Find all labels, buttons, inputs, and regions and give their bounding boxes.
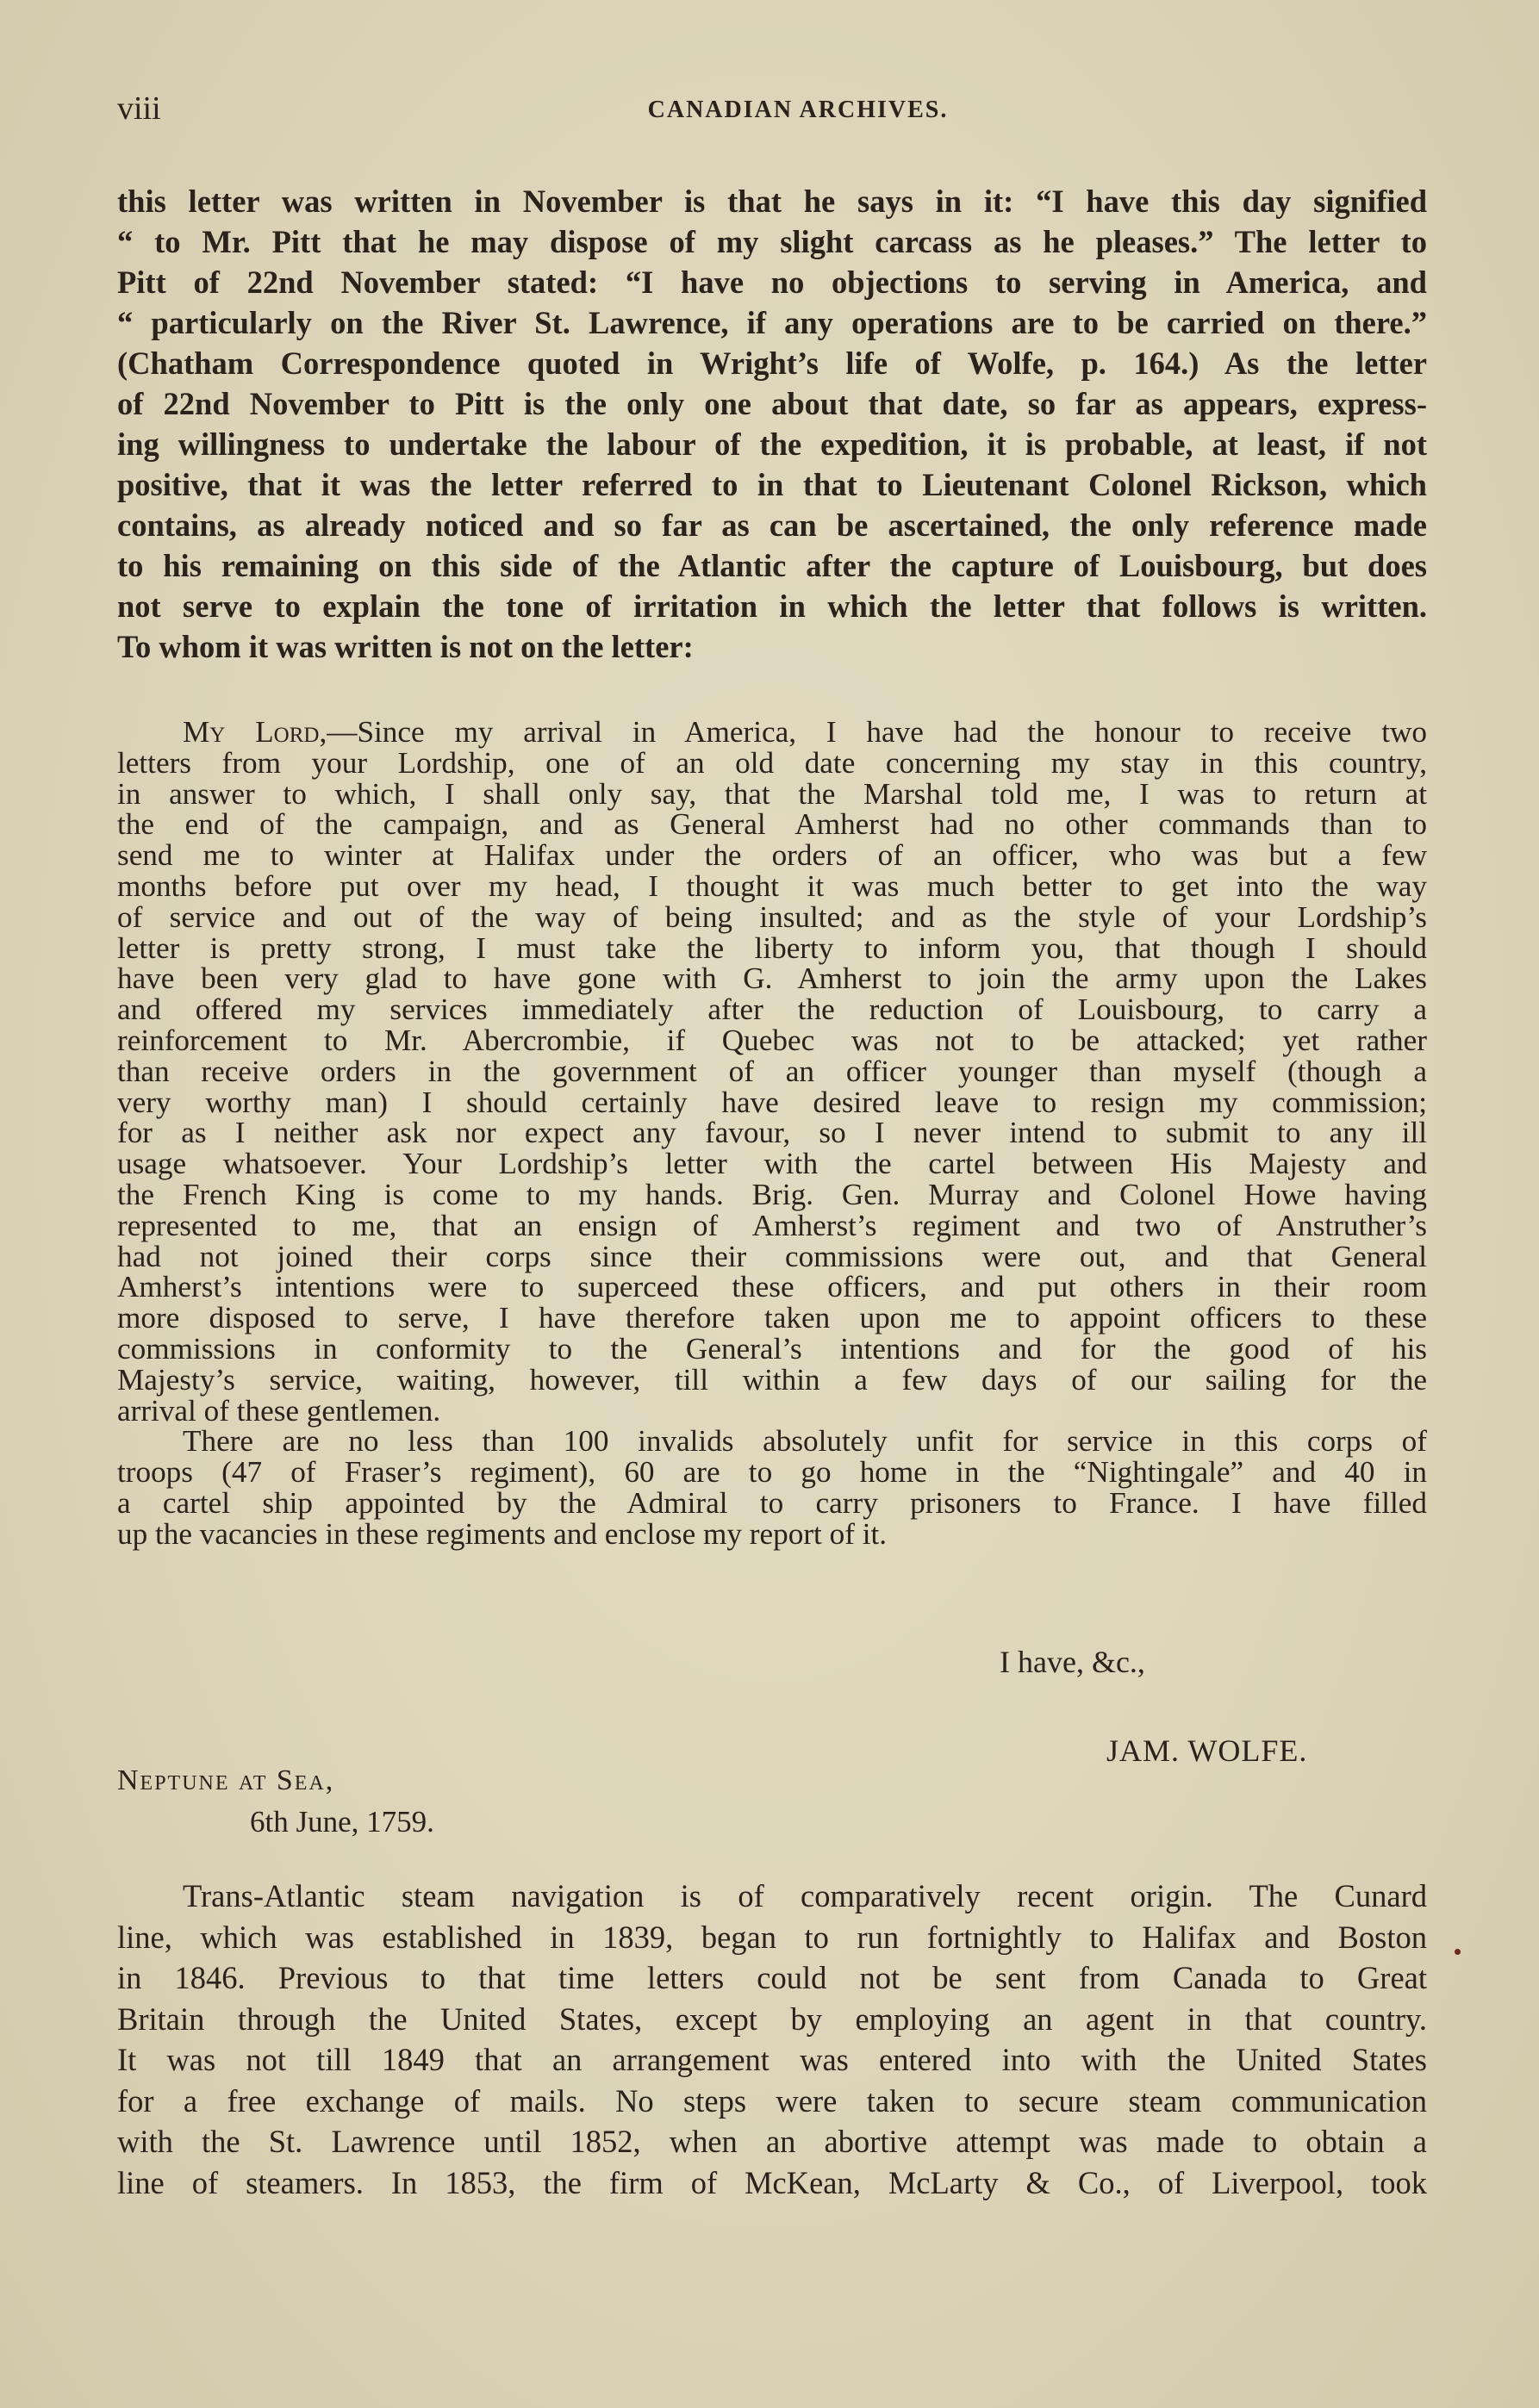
text-line: this letter was written in November is that he says in it: “I have this day signified [117, 184, 1427, 219]
letter-place: Neptune at Sea, [117, 1764, 335, 1796]
letter-line: Since my arrival in America, I have had the honour to receive two [357, 715, 1427, 749]
letter-line: reinforcement to Mr. Abercrombie, if Quebec was not to be attacked; yet rather [117, 1023, 1427, 1057]
text-line: contains, as already noticed and so far as can be ascertained, the only reference made [117, 507, 1427, 543]
letter-line: months before put over my head, I thought it was much better to get into the way [117, 868, 1427, 903]
text-line: Trans-Atlantic steam navigation is of comparatively recent origin. The Cunard [183, 1878, 1427, 1913]
text-line: line of steamers. In 1853, the firm of McKean, McLarty & Co., of Liverpool, took [117, 2164, 1427, 2200]
letter-line: letters from your Lordship, one of an old date concerning my stay in this country, [117, 745, 1427, 780]
letter-line: letter is pretty strong, I must take the liberty to inform you, that though I should [117, 930, 1427, 965]
ink-dot-mark [1455, 1949, 1461, 1955]
letter-signature: JAM. WOLFE. [1106, 1733, 1308, 1768]
letter-line: in answer to which, I shall only say, that the Marshal told me, I was to return at [117, 776, 1427, 811]
letter-line: the end of the campaign, and as General Amherst had no other commands than to [117, 807, 1427, 842]
letter-line: have been very glad to have gone with G. Amherst to join the army upon the Lakes [117, 961, 1427, 996]
letter-line: more disposed to serve, I have therefore taken upon me to appoint officers to these [117, 1301, 1427, 1335]
text-line: ing willingness to undertake the labour of the expedition, it is probable, at least, if not [117, 426, 1427, 462]
steam-navigation-paragraph [117, 1876, 1427, 2203]
letter-line: than receive orders in the government of an officer younger than myself (though a [117, 1054, 1427, 1088]
letter-line: usage whatsoever. Your Lordship’s letter with the cartel between His Majesty and [117, 1147, 1427, 1181]
text-line: for a free exchange of mails. No steps were taken to secure steam communication [117, 2082, 1427, 2119]
letter-line: very worthy man) I should certainly have desired leave to resign my commission; [117, 1085, 1427, 1119]
text-line: To whom it was written is not on the letter: [117, 629, 694, 664]
letter-line: send me to winter at Halifax under the orders of an officer, who was but a few [117, 838, 1427, 873]
text-line: not serve to explain the tone of irritation in which the letter that follows is written. [117, 588, 1427, 624]
page-number: viii [117, 90, 161, 127]
text-line: positive, that it was the letter referred to in that to Lieutenant Colonel Rickson, which [117, 467, 1427, 502]
letter-line: arrival of these gentlemen. [117, 1393, 441, 1428]
page-header [117, 90, 1427, 133]
letter-line: represented to me, that an ensign of Amherst’s regiment and two of Anstruther’s [117, 1208, 1427, 1242]
text-line: Britain through the United States, except by employing an agent in that country. [117, 2000, 1427, 2037]
text-line: Pitt of 22nd November stated: “I have no objections to serving in America, and [117, 264, 1427, 300]
intro-paragraph [117, 181, 1427, 667]
letter-line: There are no less than 100 invalids absolutely unfit for service in this corps of [183, 1424, 1427, 1459]
text-line: line, which was established in 1839, began to run fortnightly to Halifax and Boston [117, 1919, 1427, 1955]
letter-line: up the vacancies in these regiments and enclose my report of it. [117, 1516, 888, 1551]
letter-body [117, 717, 1427, 1550]
letter-line: commissions in conformity to the General’s intentions and for the good of his [117, 1331, 1427, 1366]
text-line: “ particularly on the River St. Lawrence, if any operations are to be carried on there.” [117, 305, 1427, 340]
text-line: It was not till 1849 that an arrangement was entered into with the United States [117, 2042, 1427, 2077]
letter-date: 6th June, 1759. [250, 1805, 434, 1839]
letter-line: of service and out of the way of being insulted; and as the style of your Lordship’s [117, 899, 1427, 934]
letter-line: a cartel ship appointed by the Admiral to carry prisoners to France. I have filled [117, 1485, 1427, 1520]
letter-line: for as I neither ask nor expect any favour, so I never intend to submit to any ill [117, 1116, 1427, 1150]
running-title: CANADIAN ARCHIVES. [647, 96, 949, 123]
text-line: (Chatham Correspondence quoted in Wright’s life of Wolfe, p. 164.) As the letter [117, 345, 1427, 381]
letter-line: the French King is come to my hands. Brig. Gen. Murray and Colonel Howe having [117, 1177, 1427, 1211]
letter-line: had not joined their corps since their commissions were out, and that General [117, 1239, 1427, 1273]
text-line: to his remaining on this side of the Atlantic after the capture of Louisbourg, but does [117, 548, 1427, 583]
letter-line: and offered my services immediately after the reduction of Louisbourg, to carry a [117, 992, 1427, 1027]
text-line: of 22nd November to Pitt is the only one about that date, so far as appears, express- [117, 386, 1427, 421]
text-line: with the St. Lawrence until 1852, when an abortive attempt was made to obtain a [117, 2124, 1427, 2159]
text-line: in 1846. Previous to that time letters could not be sent from Canada to Great [117, 1960, 1427, 1995]
letter-line: troops (47 of Fraser’s regiment), 60 are to go home in the “Nightingale” and 40 in [117, 1455, 1427, 1490]
letter-closing: I have, &c., [1000, 1645, 1145, 1679]
text-line [117, 717, 1427, 748]
letter-line: Majesty’s service, waiting, however, till within a few days of our sailing for the [117, 1362, 1427, 1397]
text-line: “ to Mr. Pitt that he may dispose of my slight carcass as he pleases.” The letter to [117, 224, 1427, 259]
letter-line: Amherst’s intentions were to superceed these officers, and put others in their room [117, 1270, 1427, 1304]
letter-salutation: My Lord,— [183, 715, 358, 749]
